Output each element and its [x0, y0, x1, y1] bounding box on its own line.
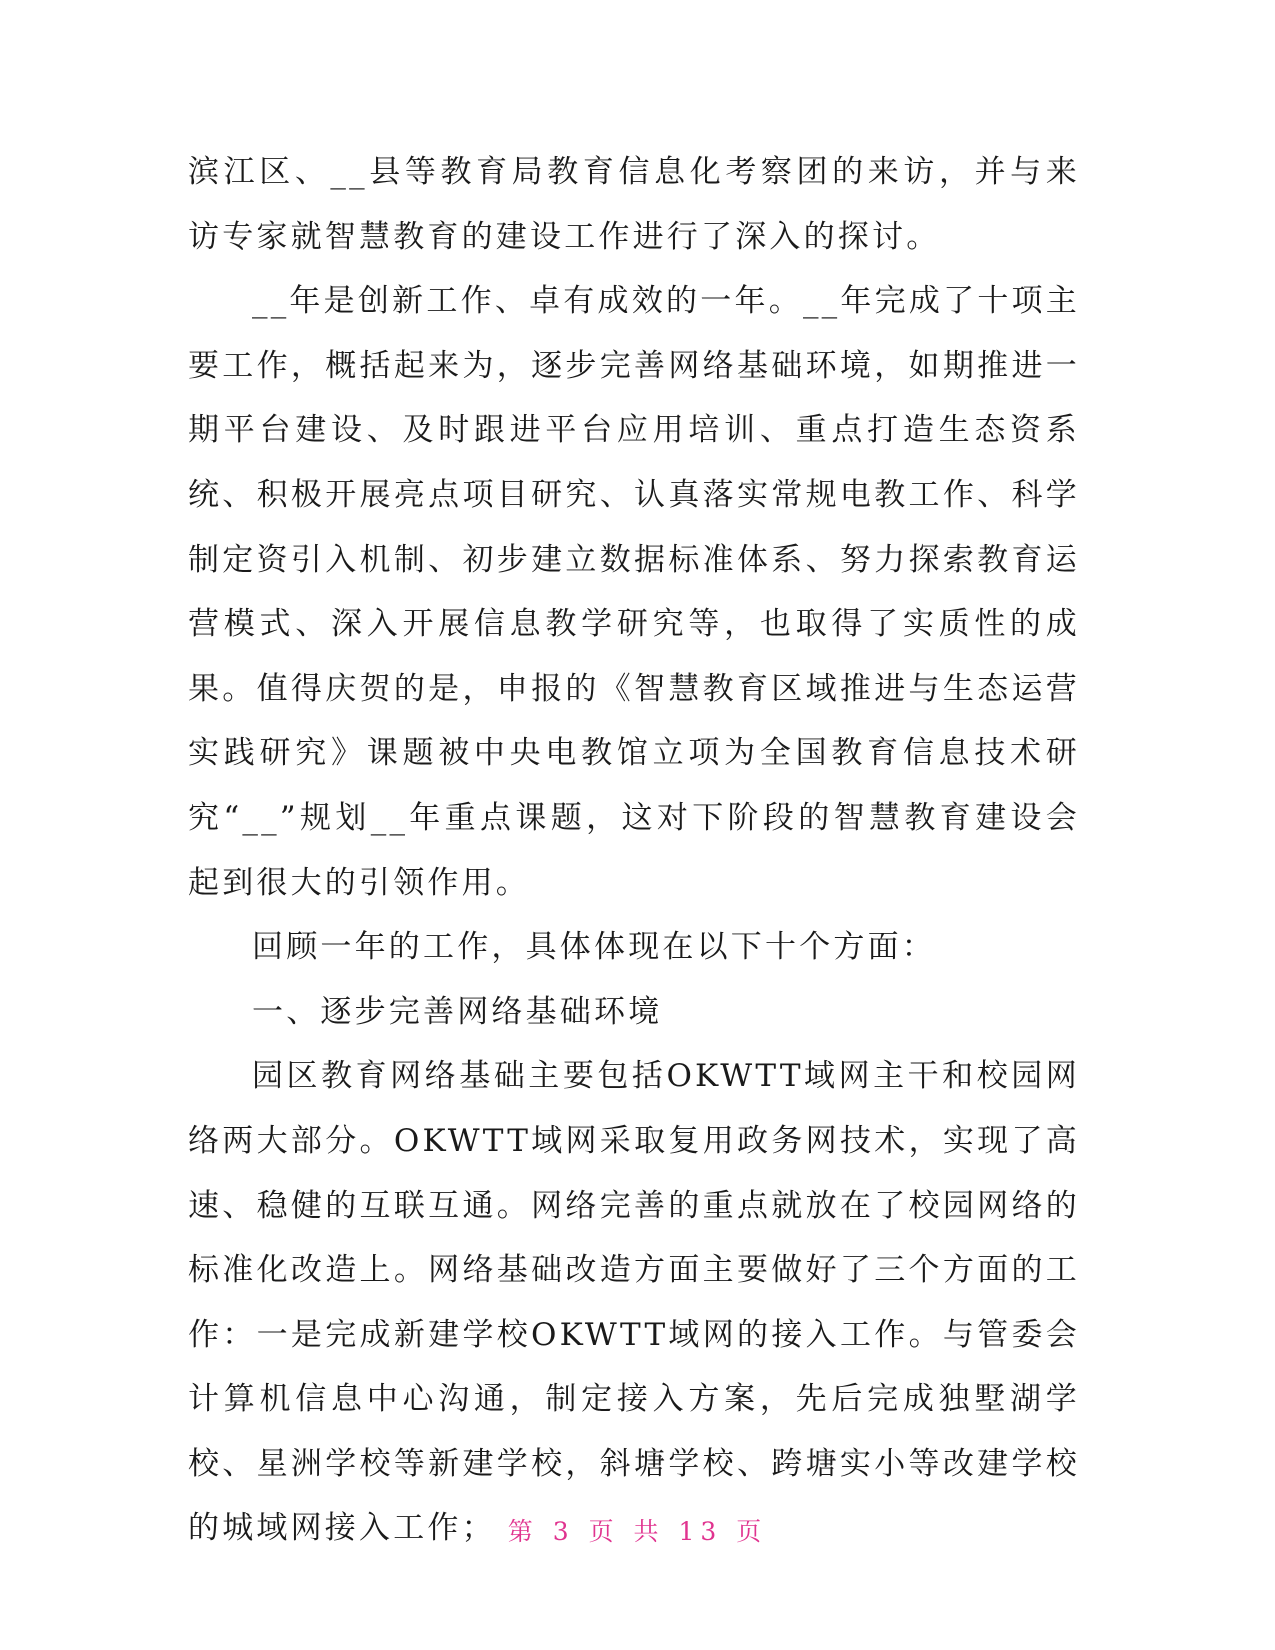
paragraph-network-details: 园区教育网络基础主要包括OKWTT域网主干和校园网络两大部分。OKWTT域网采取复用政务网技术，实现了高速、稳健的互联互通。网络完善的重点就放在了校园网络的标准化改造上。网络基础改造方面主要做好了三个方面的工作：一是完成新建学校OKWTT域网的接入工作。与管委会计算机信息中心沟通，制定接入方案，先后完成独墅湖学校、星洲学校等新建学校，斜塘学校、跨塘实小等改建学校的城域网接入工作； [188, 1058, 1080, 1547]
paragraph-review-intro: 回顾一年的工作，具体体现在以下十个方面： [252, 929, 936, 966]
paragraph-annual-summary: __年是创新工作、卓有成效的一年。__年完成了十项主要工作，概括起来为，逐步完善网络基础环境，如期推进一期平台建设、及时跟进平台应用培训、重点打造生态资系统、积极开展亮点项目研究、认真落实常规电教工作、科学制定资引入机制、初步建立数据标准体系、努力探索教育运营模式、深入开展信息教学研究等，也取得了实质性的成果。值得庆贺的是，申报的《智慧教育区域推进与生态运营实践研究》课题被中央电教馆立项为全国教育信息技术研究“__”规划__年重点课题，这对下阶段的智慧教育建设会起到很大的引领作用。 [188, 283, 1080, 901]
page-number-footer: 第 3 页 共 13 页 [507, 1517, 768, 1546]
document-body [188, 140, 1080, 1561]
paragraph-intro-continued: 滨江区、__县等教育局教育信息化考察团的来访，并与来访专家就智慧教育的建设工作进行了深入的探讨。 [188, 154, 1080, 255]
section-heading-network: 一、逐步完善网络基础环境 [252, 993, 663, 1030]
